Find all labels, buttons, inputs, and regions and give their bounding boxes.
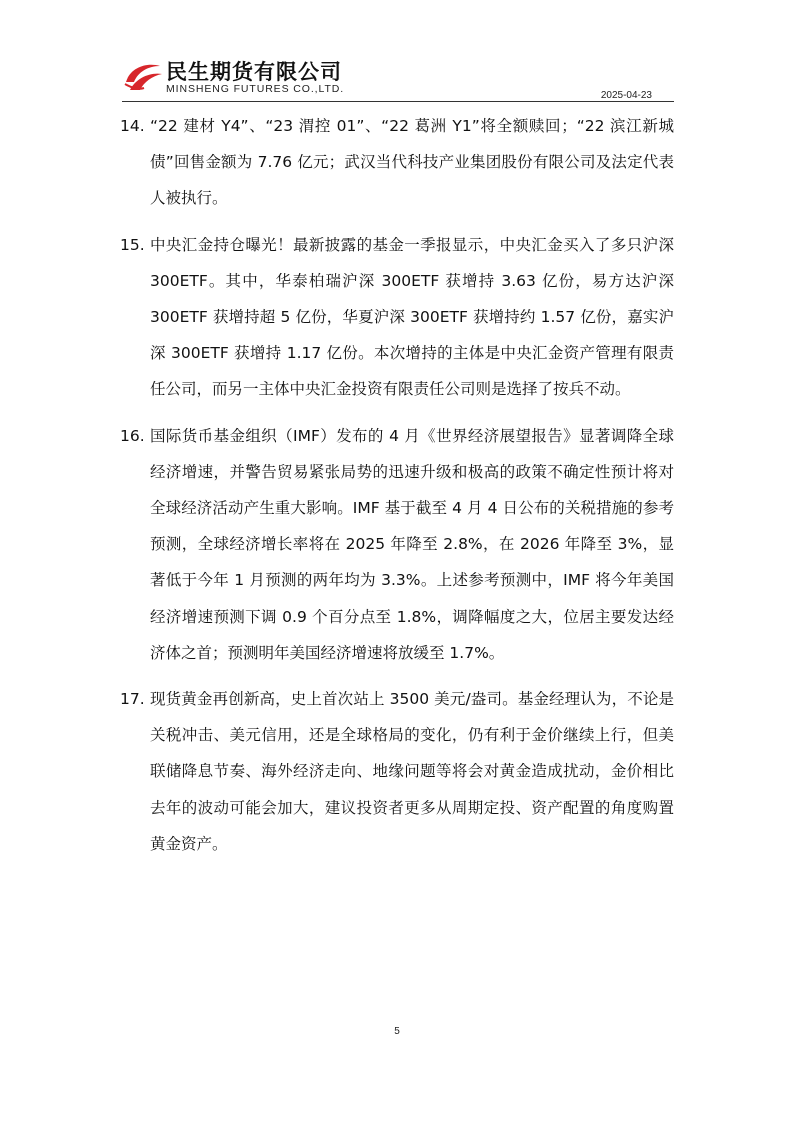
- item-number: 16.: [120, 426, 145, 445]
- item-text: 中央汇金持仓曝光！最新披露的基金一季报显示，中央汇金买入了多只沪深 300ETF。其中，华泰柏瑞沪深 300ETF 获增持 3.63 亿份，易方达沪深 300ETF 获增持超 5 亿份，华夏沪深 300ETF 获增持约 1.57 亿份，嘉实沪深 300ETF 获增持 1.17 亿份。本次增持的主体是中央汇金资产管理有限责任公司，而另一主体中央汇金投资有限责任公司则是选择了按兵不动。: [150, 235, 674, 399]
- company-name-cn: 民生期货有限公司: [166, 60, 342, 84]
- news-item: [120, 227, 674, 408]
- news-list: [120, 108, 674, 872]
- item-text: 现货黄金再创新高，史上首次站上 3500 美元/盎司。基金经理认为，不论是关税冲击、美元信用，还是全球格局的变化，仍有利于金价继续上行，但美联储降息节奏、海外经济走向、地缘问题等将会对黄金造成扰动，金价相比去年的波动可能会加大，建议投资者更多从周期定投、资产配置的角度购置黄金资产。: [150, 690, 674, 853]
- item-number: 17.: [120, 690, 145, 709]
- news-item: [120, 681, 674, 862]
- company-logo-icon: [122, 58, 164, 100]
- item-number: 15.: [120, 235, 145, 254]
- news-item: [120, 418, 674, 671]
- news-item: [120, 108, 674, 217]
- header-divider: [122, 101, 674, 102]
- item-number: 14.: [120, 117, 145, 135]
- company-name-en: MINSHENG FUTURES CO.,LTD.: [166, 83, 345, 95]
- page-header: [122, 50, 674, 102]
- report-date: 2025-04-23: [600, 90, 652, 101]
- item-text: 国际货币基金组织（IMF）发布的 4 月《世界经济展望报告》显著调降全球经济增速，并警告贸易紧张局势的迅速升级和极高的政策不确定性预计将对全球经济活动产生重大影响。IMF 基于截至 4 月 4 日公布的关税措施的参考预测，全球经济增长率将在 2025 年降至 2.8%，在 2026 年降至 3%，显著低于今年 1 月预测的两年均为 3.3%。上述参考预测中，IMF 将今年美国经济增速预测下调 0.9 个百分点至 1.8%，调降幅度之大，位居主要发达经济体之首；预测明年美国经济增速将放缓至 1.7%。: [150, 426, 674, 662]
- page-number: 5: [394, 1026, 400, 1037]
- item-text: “22 建材 Y4”、“23 渭控 01”、“22 葛洲 Y1”将全额赎回；“22 滨江新城债”回售金额为 7.76 亿元；武汉当代科技产业集团股份有限公司及法定代表人被执行。: [150, 117, 674, 208]
